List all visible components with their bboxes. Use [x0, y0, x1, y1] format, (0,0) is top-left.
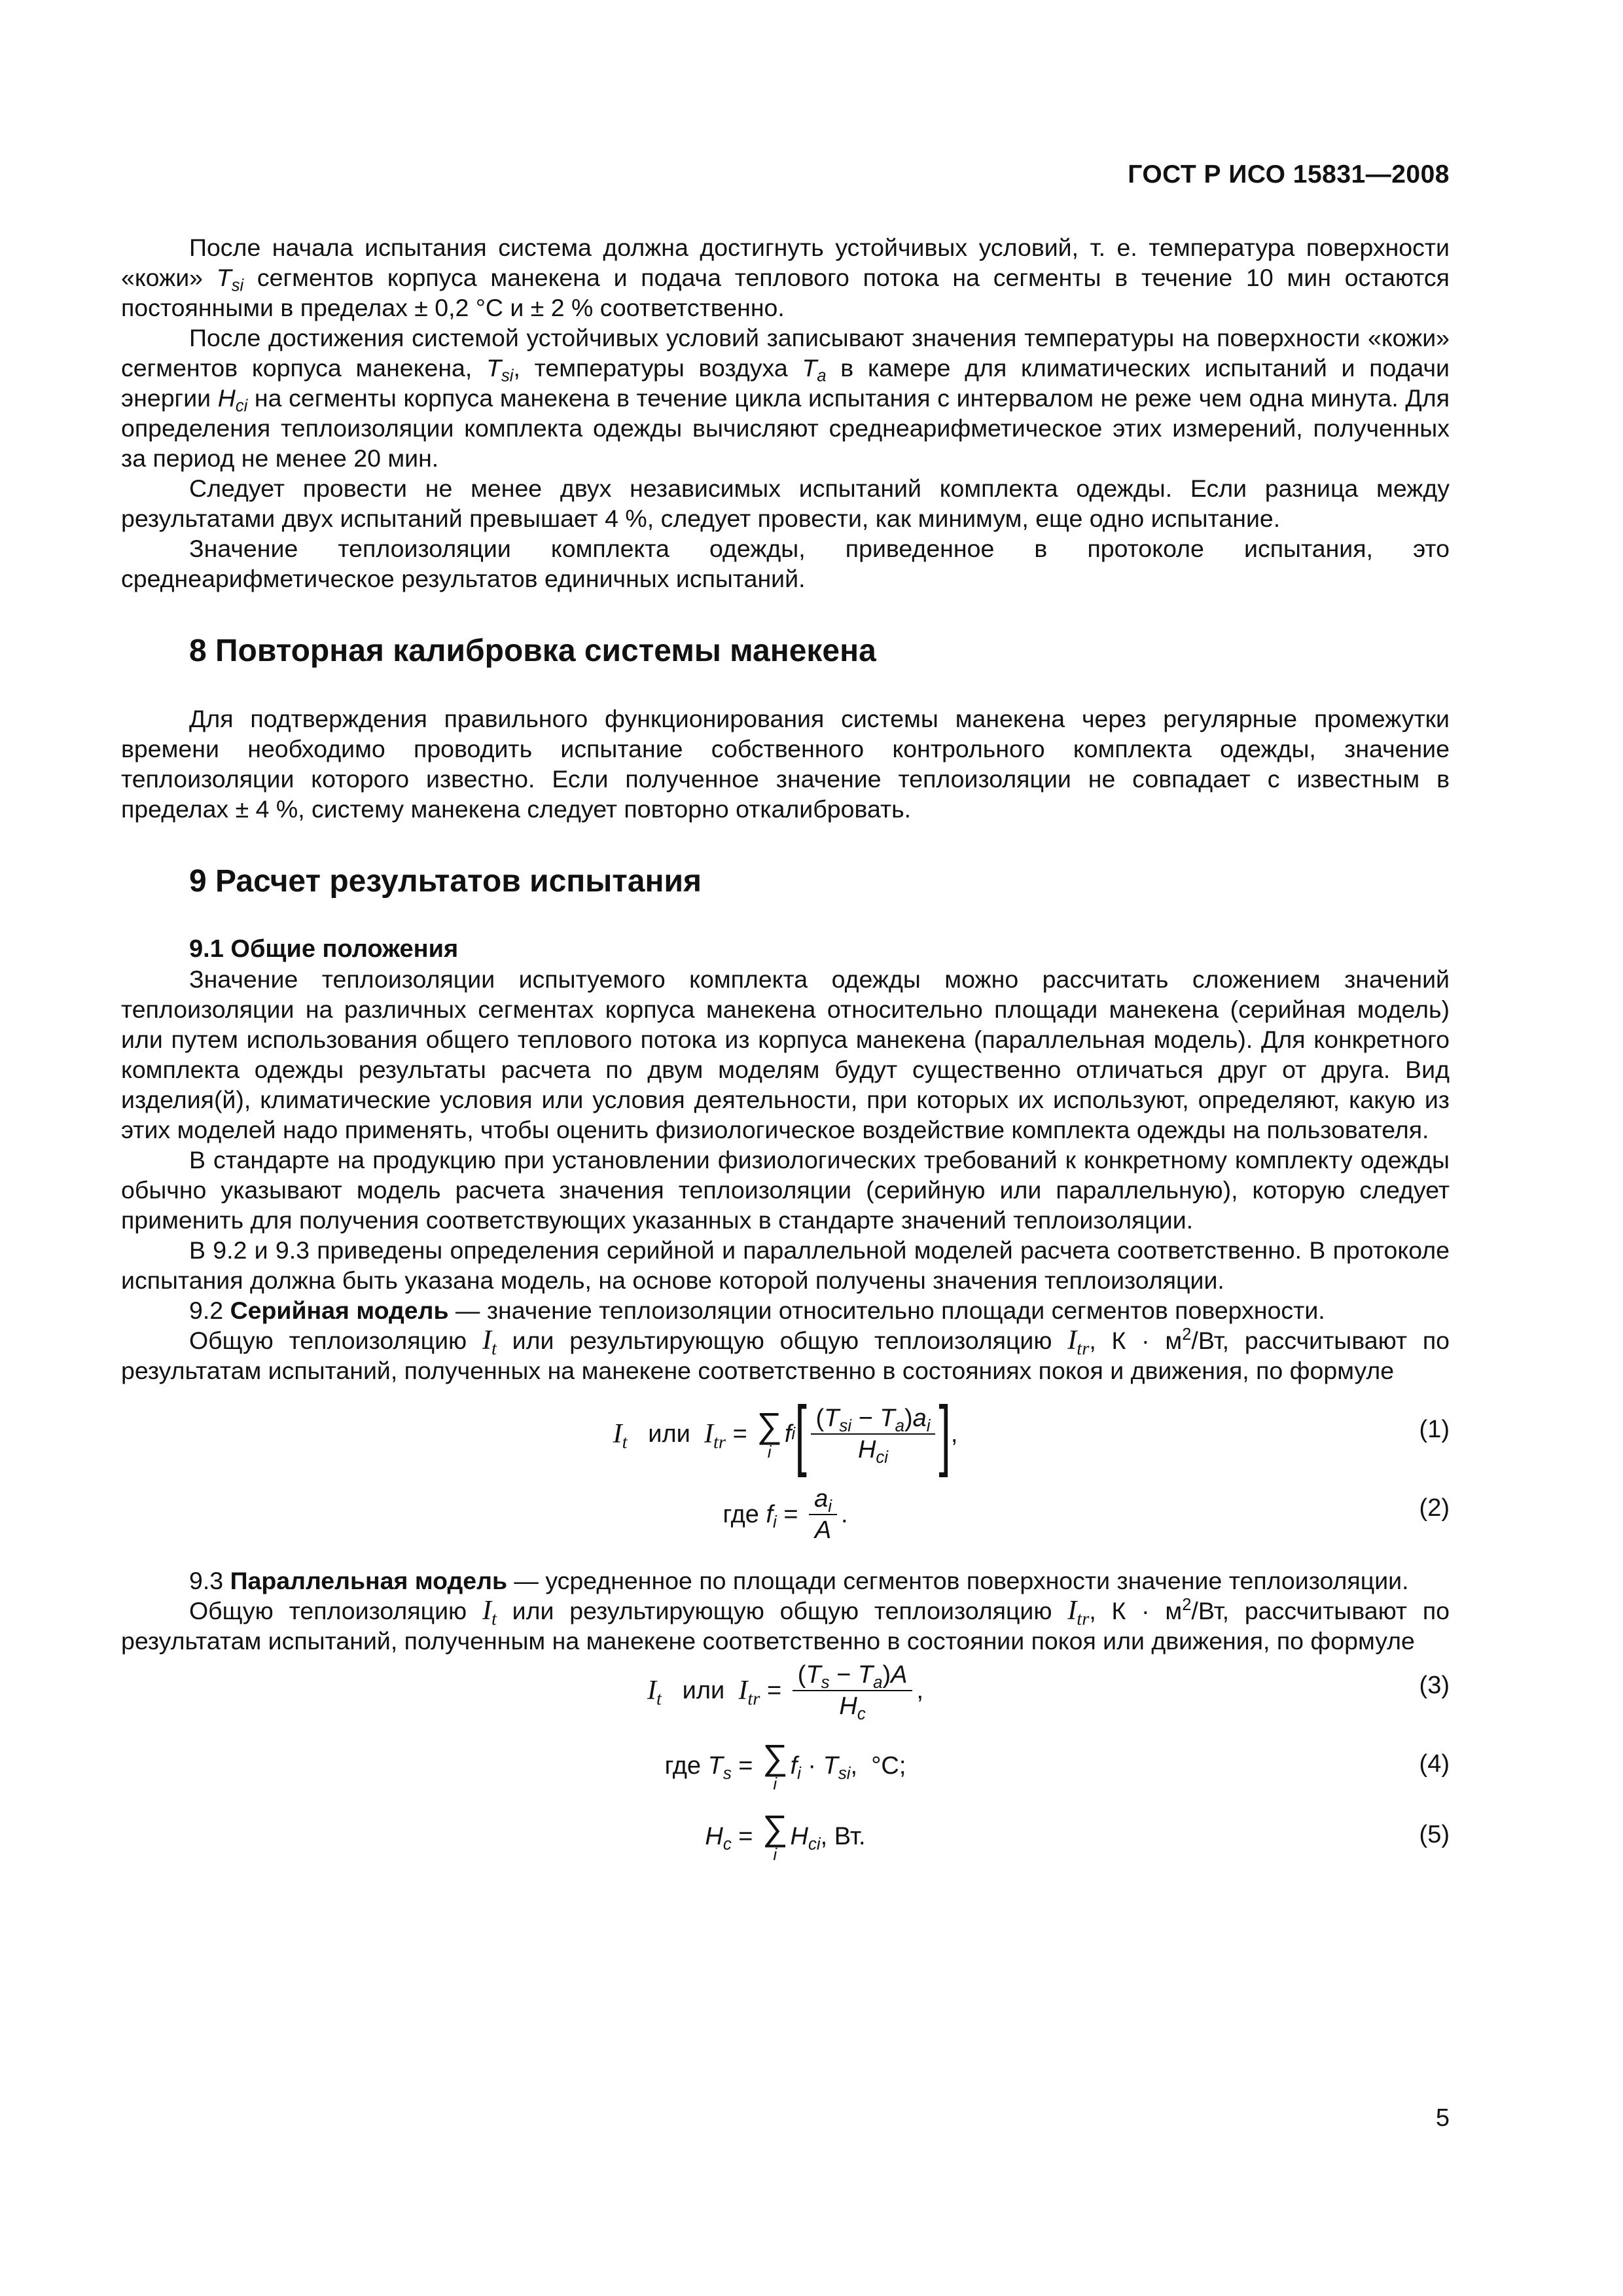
paragraph-parallel-model: 9.3 Параллельная модель — усредненное по площади сегментов поверхности значение теплоизоляции. [189, 1567, 1409, 1594]
paragraph-general-1: Значение теплоизоляции испытуемого комплекта одежды можно рассчитать сложением значений теплоизоляции на различных сегментах корпуса манекена относительно площади манекена (серийная модель) или путем использования общего теплового потока из корпуса манекена (параллельная модель). Для конкретного комплекта одежды результаты расчета по двум моделям будут существенно отличаться друг от друга. Вид изделия(й), климатические условия или условия деятельности, при которых их используют, определяют, какую из этих моделей надо применять, чтобы оценить физиологическое воздействие комплекта одежды на пользователя. [121, 965, 1450, 1143]
equation-5: $H_c$ = ∑ i $H_{ci}$ , Вт. (5) [705, 1808, 1450, 1864]
paragraph-serial-formula-intro: Общую теплоизоляцию $I_t$ или результирующую общую теплоизоляцию $I_{tr}$, $К \cdot м^2/Вт$, рассчитывают по результатам испытаний, полученных на манекене соответственно в состояниях покоя и движения, по формуле [121, 1325, 1450, 1384]
equation-4: где $T_s$ = ∑ i $f_i$ · $T_{si}$ , °С; (4) [664, 1738, 1450, 1793]
paragraph-general-3: В 9.2 и 9.3 приведены определения серийной и параллельной моделей расчета соответственно. В протоколе испытания должна быть указана модель, на основе которой получены значения теплоизоляции. [121, 1236, 1450, 1294]
page-body [121, 232, 1450, 1881]
equation-3: $I_t$ или $I_{tr}$ = $\frac{(T_s - T_a)A}{H_c}$ , (3) [647, 1661, 1450, 1723]
paragraph-recalibration: Для подтверждения правильного функционирования системы манекена через регулярные промежутки времени необходимо проводить испытание собственного контрольного комплекта одежды, значение теплоизоляции которого известно. Если полученное значение теплоизоляции не совпадает с известным в пределах ± 4 %, систему манекена следует повторно откалибровать. [121, 705, 1450, 823]
equation-1: $I_t$ или $I_{tr}$ = ∑ i f i [ $\frac{(T_{si} - T_a)a_i}{H_{ci}}$ ] , (1) [613, 1390, 1450, 1478]
section-9-1-heading: 9.1 Общие положения [189, 935, 459, 963]
equation-1-number: (1) [1419, 1416, 1450, 1443]
equation-2-number: (2) [1419, 1494, 1450, 1522]
section-8-heading: 8 Повторная калибровка системы манекена [189, 634, 876, 668]
document-header: ГОСТ Р ИСО 15831—2008 [1128, 160, 1450, 188]
paragraph-parallel-formula-intro: Общую теплоизоляцию $I_t$ или результирующую общую теплоизоляцию $I_{tr}$, $К \cdot м^2/Вт$, рассчитывают по результатам испытаний, полученным на манекене соответственно в состоянии покоя или движения, по формуле [121, 1595, 1450, 1655]
equation-3-number: (3) [1419, 1672, 1450, 1699]
paragraph-general-2: В стандарте на продукцию при установлении физиологических требований к конкретному комплекту одежды обычно указывают модель расчета значения теплоизоляции (серийную или параллельную), которую следует применить для получения соответствующих указанных в стандарте значений теплоизоляции. [121, 1146, 1450, 1234]
paragraph-steady-state: После начала испытания система должна достигнуть устойчивых условий, т. е. температура поверхности «кожи» $T_{si}$ сегментов корпуса манекена и подача теплового потока на сегменты в течение 10 мин остаются постоянными в пределах ± 0,2 °С и ± 2 % соответственно. [121, 234, 1450, 321]
equation-4-number: (4) [1419, 1750, 1450, 1778]
paragraph-average: Значение теплоизоляции комплекта одежды, приведенное в протоколе испытания, это среднеарифметическое результатов единичных испытаний. [121, 535, 1450, 592]
equation-5-number: (5) [1419, 1821, 1450, 1848]
paragraph-recording: После достижения системой устойчивых условий записывают значения температуры на поверхности «кожи» сегментов корпуса манекена, $T_{si}$, температуры воздуха $T_a$ в камере для климатических испытаний и подачи энергии $H_{ci}$ на сегменты корпуса манекена в течение цикла испытания с интервалом не реже чем одна минута. Для определения теплоизоляции комплекта одежды вычисляют среднеарифметическое этих измерений, полученных за период не менее 20 мин. [121, 324, 1450, 472]
paragraph-serial-model: 9.2 Серийная модель — значение теплоизоляции относительно площади сегментов поверхности. [189, 1297, 1325, 1324]
equation-2: где $f_i$ = $\frac{a_i}{A}$ . (2) [722, 1485, 1450, 1544]
section-9-heading: 9 Расчет результатов испытания [189, 864, 702, 899]
paragraph-independent-tests: Следует провести не менее двух независимых испытаний комплекта одежды. Если разница между результатами двух испытаний превышает 4 %, следует провести, как минимум, еще одно испытание. [121, 475, 1450, 532]
page-number: 5 [1435, 2104, 1450, 2132]
